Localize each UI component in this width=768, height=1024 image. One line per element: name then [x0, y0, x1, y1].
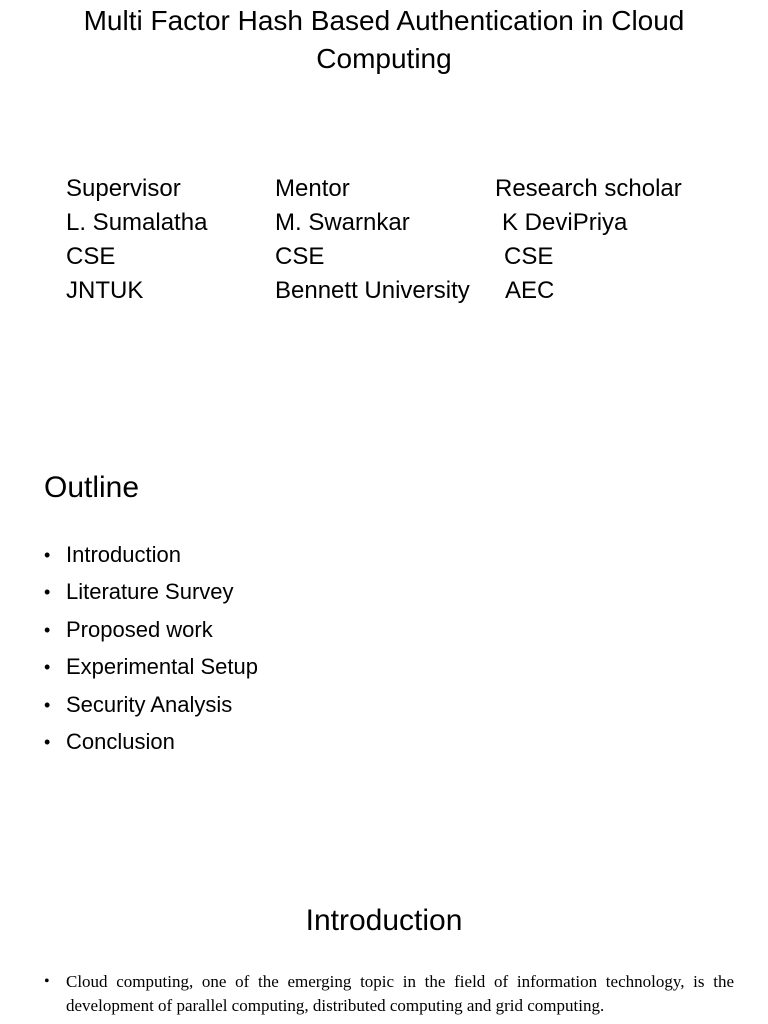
- supervisor-dept: CSE: [66, 243, 116, 270]
- outline-item-label: Introduction: [66, 542, 181, 567]
- mentor-column: [275, 172, 470, 308]
- mentor-dept: CSE: [275, 243, 325, 270]
- outline-item-label: Experimental Setup: [66, 654, 258, 680]
- supervisor-column: [66, 172, 207, 308]
- mentor-institution: Bennett University: [275, 277, 470, 304]
- supervisor-institution: JNTUK: [66, 277, 144, 304]
- introduction-heading: Introduction: [305, 904, 463, 937]
- scholar-dept: CSE: [504, 243, 554, 270]
- scholar-institution: AEC: [505, 277, 555, 304]
- bullet-icon: •: [44, 731, 51, 752]
- outline-heading: Outline: [44, 471, 140, 504]
- slide-title: Multi Factor Hash Based Authentication in Cloud Computing: [83, 5, 685, 74]
- mentor-name: M. Swarnkar: [275, 209, 410, 236]
- introduction-text: Cloud computing, one of the emerging topic in the field of information technology, is the development of parallel computing, distributed computing and grid computing.: [66, 972, 734, 1015]
- bullet-icon: •: [44, 619, 51, 640]
- supervisor-role: Supervisor: [66, 175, 181, 202]
- outline-item: [44, 725, 258, 762]
- bullet-icon: •: [44, 694, 51, 715]
- scholar-name: K DeviPriya: [502, 209, 628, 236]
- outline-item-label: Literature Survey: [66, 579, 234, 605]
- outline-item: [44, 575, 258, 612]
- outline-item: [44, 613, 258, 650]
- bullet-icon: •: [44, 973, 50, 990]
- outline-list: [44, 538, 258, 762]
- bullet-icon: •: [44, 582, 51, 603]
- bullet-icon: •: [44, 657, 51, 678]
- outline-item-label: Proposed work: [66, 616, 213, 642]
- scholar-role: Research scholar: [495, 175, 682, 202]
- outline-item: [44, 688, 258, 725]
- supervisor-name: L. Sumalatha: [66, 209, 208, 236]
- outline-item: [44, 538, 258, 575]
- scholar-column: [495, 172, 682, 308]
- introduction-paragraph: [44, 970, 734, 1018]
- mentor-role: Mentor: [275, 175, 350, 202]
- bullet-icon: •: [44, 545, 51, 565]
- people-section: [0, 172, 768, 312]
- outline-item: [44, 650, 258, 687]
- outline-item-label: Conclusion: [66, 728, 175, 754]
- outline-item-label: Security Analysis: [66, 691, 233, 717]
